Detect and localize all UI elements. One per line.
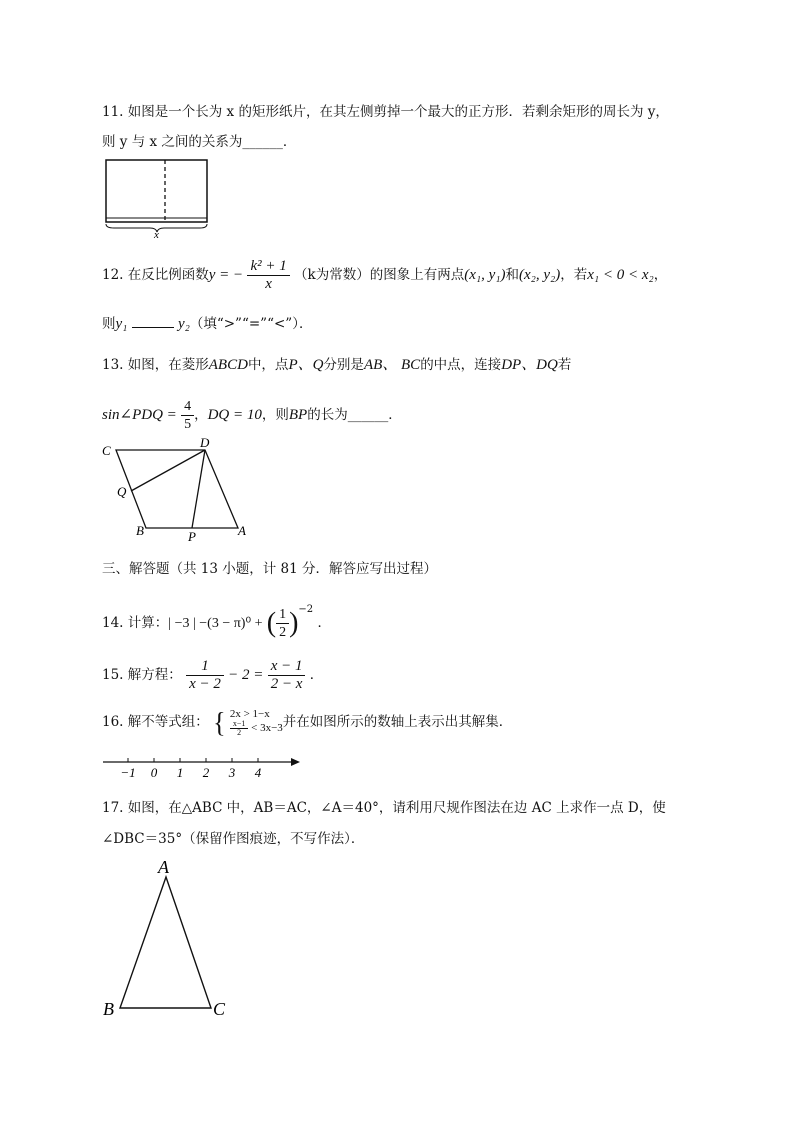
- q15-left-fraction: $\frac{1}{x - 2}$: [186, 658, 224, 693]
- q15-line: 15. 解方程： $\frac{1}{x - 2}$ − 2 = $\frac{x - 1}{2 - x}$ ．: [102, 658, 324, 692]
- label-D: D: [200, 435, 210, 450]
- section3-heading: 三、解答题（共 13 小题，计 81 分．解答应写出过程）: [102, 561, 438, 577]
- label-C: C: [213, 999, 226, 1019]
- number-line-tick-label: 2: [202, 765, 210, 780]
- q17-line2: ∠DBC＝35°（保留作图痕迹，不写作法）．: [102, 831, 365, 847]
- label-B: B: [103, 999, 114, 1019]
- q17-triangle-figure: [100, 855, 240, 1025]
- number-line-tick-label: 4: [254, 765, 262, 780]
- q11-x-label: x: [154, 229, 159, 241]
- q12-line2: 则y₁ y₂（填“>”“=”“<”）．: [102, 313, 312, 333]
- q12-fraction: $\frac{\text{k² + 1}}{x}$: [247, 258, 289, 293]
- label-Q: Q: [117, 484, 127, 499]
- label-A: A: [238, 523, 246, 538]
- number-line-tick-label: 0: [150, 765, 158, 780]
- number-line-tick-label: −1: [120, 765, 136, 780]
- label-C: C: [102, 443, 111, 458]
- number-line-tick-label: 1: [176, 765, 184, 780]
- q14-line: 14. 计算：| −3 | −(3 − π)⁰ + ( $\frac{1}{2}$ )$^{-2}$ ．: [102, 603, 331, 640]
- q16-number-line: [100, 750, 305, 782]
- q14-fraction: $\frac{1}{2}$: [276, 606, 289, 641]
- q16-line: 16. 解不等式组： { 2x > 1−x $\frac{x-1}{2}$ < 3x−3 并在如图所示的数轴上表示出其解集．: [102, 706, 513, 738]
- q15-right-fraction: $\frac{x - 1}{2 - x}$: [268, 658, 306, 693]
- q13-fraction: $\frac{4}{5}$: [181, 398, 194, 433]
- q12-blank: [132, 313, 174, 328]
- q11-line1: 11. 如图是一个长为 x 的矩形纸片，在其左侧剪掉一个最大的正方形．若剩余矩形的周长为 y，: [102, 104, 669, 120]
- number-line-tick-label: 3: [228, 765, 236, 780]
- q11-rectangle-figure: [104, 158, 214, 241]
- q12-line1: 12. 在反比例函数y = − $\frac{\text{k² + 1}}{x}$ （k为常数）的图象上有两点(x₁, y₁)和(x₂, y₂)，若x₁ < 0 < x₂，: [102, 258, 668, 292]
- q13-rhombus-figure: [100, 435, 260, 545]
- label-B: B: [136, 523, 144, 538]
- q13-line1: 13. 如图，在菱形ABCD中，点P、Q分别是AB、 BC的中点，连接DP、DQ若: [102, 357, 572, 373]
- q17-line1: 17. 如图，在△ABC 中，AB＝AC，∠A＝40°，请利用尺规作图法在边 AC 上求作一点 D，使: [102, 800, 666, 816]
- label-A: A: [158, 857, 169, 877]
- label-P: P: [188, 529, 196, 544]
- q11-line2: 则 y 与 x 之间的关系为______．: [102, 134, 297, 150]
- q13-line2: sin∠PDQ = $\frac{4}{5}$ ，DQ = 10，则BP的长为______．: [102, 399, 402, 432]
